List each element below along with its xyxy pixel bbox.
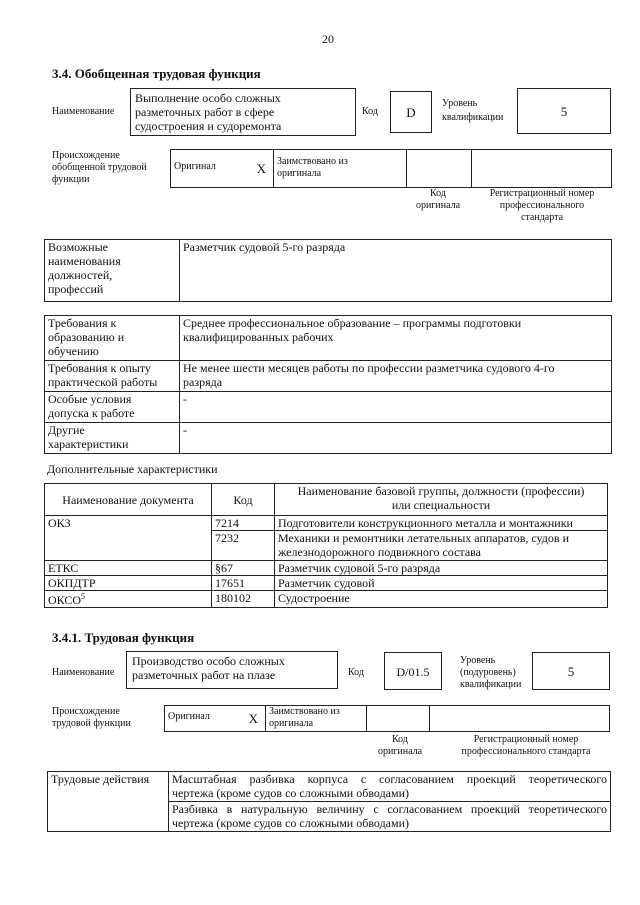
origin-label xyxy=(52,150,147,186)
code-cell: 7214 xyxy=(212,516,275,531)
name-line: разметочных работ на плазе xyxy=(132,668,276,682)
requirement-label xyxy=(45,392,180,423)
origin-code-cell xyxy=(367,706,430,732)
caption-line: профессионального xyxy=(499,200,585,211)
code-cell: 7232 xyxy=(212,531,275,561)
origin-label-line: Происхождение xyxy=(52,706,120,717)
positions-label xyxy=(45,240,180,302)
name-cell: Разметчик судовой 5-го разряда xyxy=(275,561,608,576)
requirements-table xyxy=(44,315,612,454)
additional-title: Дополнительные характеристики xyxy=(47,462,218,476)
label-line: образованию и xyxy=(48,330,125,344)
name-line: Механики и ремонтники летательных аппаратов, судов и xyxy=(278,531,569,545)
action-item xyxy=(169,772,611,802)
original-label: Оригинал xyxy=(174,161,216,172)
requirement-value xyxy=(180,361,612,392)
page-number: 20 xyxy=(322,32,334,46)
action-line: Масштабная разбивка корпуса с согласованием проекций теоретического xyxy=(172,772,607,786)
code-cell: §67 xyxy=(212,561,275,576)
borrowed-cell xyxy=(266,706,367,732)
footnote-mark: 5 xyxy=(81,592,86,601)
name-cell xyxy=(275,531,608,561)
origin-label xyxy=(52,706,131,730)
doc-cell: ЕТКС xyxy=(45,561,212,576)
name-line: разметочных работ в сфере xyxy=(135,105,275,119)
requirement-label xyxy=(45,423,180,454)
value-line: Не менее шести месяцев работы по профессии разметчика судового 4-го xyxy=(183,361,555,375)
label-line: Другие xyxy=(48,423,85,437)
requirement-label xyxy=(45,361,180,392)
label-line: профессий xyxy=(48,282,104,296)
name-line: Выполнение особо сложных xyxy=(135,91,281,105)
reg-number-caption xyxy=(472,188,612,224)
action-item xyxy=(169,802,611,832)
original-cell xyxy=(171,150,274,188)
caption-line: Регистрационный номер xyxy=(489,188,595,199)
level-label xyxy=(460,655,521,691)
requirement-value xyxy=(180,316,612,361)
caption-line: оригинала xyxy=(377,746,423,757)
label-line: допуска к работе xyxy=(48,406,135,420)
label-line: Требования к xyxy=(48,316,117,330)
requirement-label xyxy=(45,316,180,361)
value-line: разряда xyxy=(183,375,223,389)
origin-table xyxy=(170,149,612,188)
code-cell: 17651 xyxy=(212,576,275,591)
level-label-line: квалификации xyxy=(442,112,504,123)
action-line: чертежа (кроме судов со сложными обводами) xyxy=(172,786,410,800)
name-cell: Разметчик судовой xyxy=(275,576,608,591)
label-line: характеристики xyxy=(48,437,129,451)
name-cell: Подготовители конструкционного металла и монтажники xyxy=(275,516,608,531)
doc-cell xyxy=(45,591,212,608)
borrowed-label: оригинала xyxy=(277,168,322,179)
origin-code-cell xyxy=(407,150,472,188)
requirement-value: - xyxy=(180,423,612,454)
code-value: D xyxy=(390,91,432,133)
label-line: обучению xyxy=(48,344,99,358)
origin-code-caption xyxy=(408,188,468,212)
caption-line: Код xyxy=(430,188,446,199)
requirement-value: - xyxy=(180,392,612,423)
value-line: Среднее профессиональное образование – программы подготовки xyxy=(183,316,522,330)
level-label-line: квалификации xyxy=(460,679,522,690)
name-line: железнодорожного подвижного состава xyxy=(278,545,481,559)
caption-line: Код xyxy=(392,734,408,745)
additional-table xyxy=(44,483,608,608)
label-line: наименования xyxy=(48,254,121,268)
code-label: Код xyxy=(348,667,364,678)
name-label: Наименование xyxy=(52,667,115,678)
action-line: Разбивка в натуральную величину с согласованием проекций теоретического xyxy=(172,802,607,816)
section-title: 3.4. Обобщенная трудовая функция xyxy=(52,66,261,81)
level-value: 5 xyxy=(517,88,611,134)
header-code: Код xyxy=(212,484,275,516)
level-label-line: Уровень xyxy=(460,655,496,666)
action-line: чертежа (кроме судов со сложными обводами) xyxy=(172,816,410,830)
name-line: судостроения и судоремонта xyxy=(135,119,282,133)
borrowed-label: Заимствовано из xyxy=(269,706,340,717)
origin-code-caption xyxy=(370,734,430,758)
level-label-line: Уровень xyxy=(442,98,478,109)
code-value: D/01.5 xyxy=(384,652,442,690)
level-label xyxy=(442,98,503,124)
actions-label: Трудовые действия xyxy=(48,772,169,832)
reg-number-caption xyxy=(440,734,612,758)
caption-line: оригинала xyxy=(415,200,461,211)
origin-label-line: Происхождение xyxy=(52,150,120,161)
original-cell xyxy=(165,706,266,732)
subsection-title: 3.4.1. Трудовая функция xyxy=(52,630,195,645)
origin-label-line: функции xyxy=(52,174,90,185)
doc-cell xyxy=(45,531,212,561)
name-line: Производство особо сложных xyxy=(132,654,285,668)
name-label: Наименование xyxy=(52,106,115,117)
original-mark: X xyxy=(256,161,266,176)
code-cell: 180102 xyxy=(212,591,275,608)
name-cell: Судостроение xyxy=(275,591,608,608)
caption-line: профессионального стандарта xyxy=(461,746,591,757)
doc-cell: ОКПДТР xyxy=(45,576,212,591)
name-box xyxy=(126,651,338,689)
header-line: Наименование базовой группы, должности (профессии) xyxy=(297,484,585,498)
doc-cell: ОКЗ xyxy=(45,516,212,531)
actions-table xyxy=(47,771,611,832)
label-line: должностей, xyxy=(48,268,113,282)
borrowed-cell xyxy=(274,150,407,188)
label-line: Возможные xyxy=(48,240,108,254)
borrowed-label: Заимствовано из xyxy=(277,156,348,167)
origin-table xyxy=(164,705,610,732)
label-line: Требования к опыту xyxy=(48,361,151,375)
positions-value: Разметчик судовой 5-го разряда xyxy=(180,240,612,302)
level-value: 5 xyxy=(532,652,610,690)
borrowed-label: оригинала xyxy=(269,718,314,729)
caption-line: стандарта xyxy=(520,212,564,223)
label-line: практической работы xyxy=(48,375,158,389)
value-line: квалифицированных рабочих xyxy=(183,330,334,344)
header-doc: Наименование документа xyxy=(45,484,212,516)
name-box xyxy=(130,88,356,136)
origin-label-line: трудовой функции xyxy=(52,718,131,729)
header-line: или специальности xyxy=(391,498,491,512)
original-label: Оригинал xyxy=(168,711,210,722)
header-name xyxy=(275,484,608,516)
code-label: Код xyxy=(362,106,378,117)
origin-label-line: обобщенной трудовой xyxy=(52,162,147,173)
positions-table xyxy=(44,239,612,302)
original-mark: X xyxy=(248,711,258,726)
caption-line: Регистрационный номер xyxy=(473,734,579,745)
reg-number-cell xyxy=(472,150,612,188)
label-line: Особые условия xyxy=(48,392,132,406)
level-label-line: (подуровень) xyxy=(460,667,516,678)
doc-text: ОКСО xyxy=(48,593,82,607)
reg-number-cell xyxy=(430,706,610,732)
